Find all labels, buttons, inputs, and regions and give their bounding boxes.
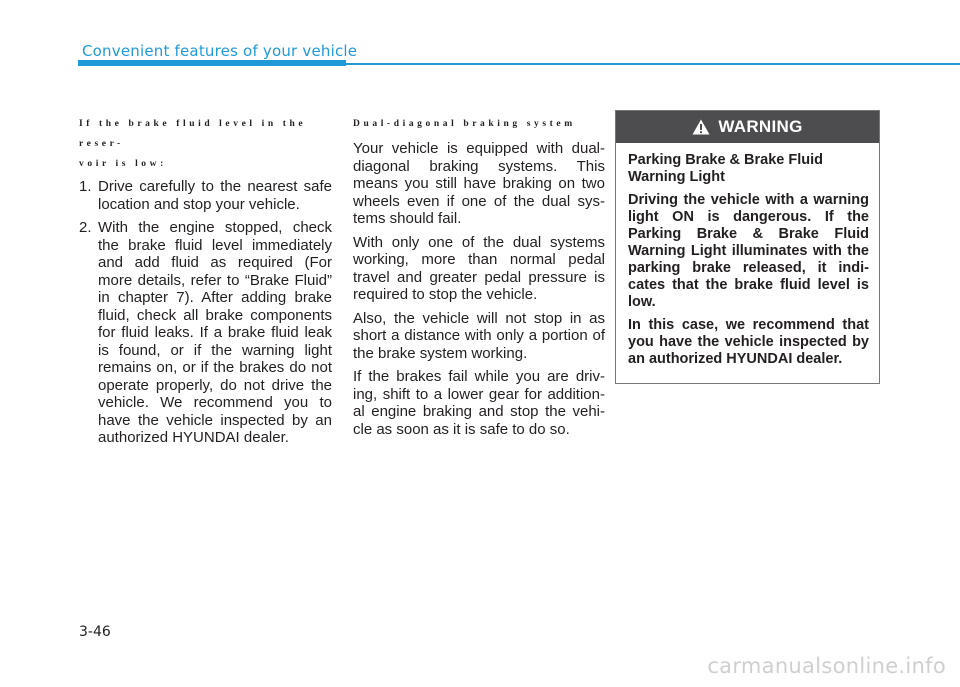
middle-column xyxy=(353,114,605,444)
warning-header xyxy=(616,111,879,143)
section-title: Convenient features of your vehicle xyxy=(82,42,358,60)
paragraph: Also, the vehicle will not stop in as short a distance with only a portion of the brake system working. xyxy=(353,309,605,362)
list-item xyxy=(79,178,332,213)
header-rule xyxy=(78,63,960,65)
list-item-number: 1. xyxy=(79,178,92,195)
warning-box xyxy=(615,110,880,384)
list-item-text: Drive carefully to the nearest safe location and stop your vehicle. xyxy=(98,178,332,213)
warning-body xyxy=(616,143,879,368)
low-fluid-heading xyxy=(79,114,332,174)
low-fluid-heading-line1: If the brake fluid level in the reser- xyxy=(79,119,307,149)
page-number: 3-46 xyxy=(79,624,111,640)
warning-title: Parking Brake & Brake Fluid Warning Light xyxy=(628,152,824,185)
warning-triangle-icon xyxy=(692,119,710,135)
list-item xyxy=(79,219,332,447)
paragraph: With only one of the dual systems working, more than normal pedal travel and greater pedal pressure is required to stop the vehicle. xyxy=(353,233,605,303)
low-fluid-heading-line2: voir is low: xyxy=(79,159,167,169)
warning-paragraph: In this case, we recommend that you have the vehicle inspected by an authorized HYUNDAI dealer. xyxy=(628,317,869,367)
warning-paragraph: Driving the vehicle with a warning light ON is dangerous. If the Parking Brake & Brake Fluid Warning Light illuminates with the parking brake released, it indi-cates that the brake fluid level is low. xyxy=(628,192,869,310)
paragraph: Your vehicle is equipped with dual-diagonal braking systems. This means you still have braking on two wheels even if one of the dual sys-tems should fail. xyxy=(353,140,605,227)
paragraph: If the brakes fail while you are driv-ing, shift to a lower gear for addition-al engine braking and stop the vehi-cle as soon as it is safe to do so. xyxy=(353,368,605,438)
dual-braking-heading: Dual-diagonal braking system xyxy=(353,119,576,129)
warning-label: WARNING xyxy=(718,117,803,136)
list-item-text: With the engine stopped, check the brake fluid level immediately and add fluid as required (For more details, refer to “Brake Fluid” in chapter 7). After adding brake fluid, check all brake components for fluid leaks. If a brake fluid leak is found, or if the warning light remains on, or if the brakes do not operate properly, do not drive the vehicle. We recommend you to have the vehicle inspected by an authorized HYUNDAI dealer. xyxy=(98,219,332,446)
list-item-number: 2. xyxy=(79,219,92,236)
left-column xyxy=(79,114,332,453)
watermark: carmanualsonline.info xyxy=(707,654,946,678)
